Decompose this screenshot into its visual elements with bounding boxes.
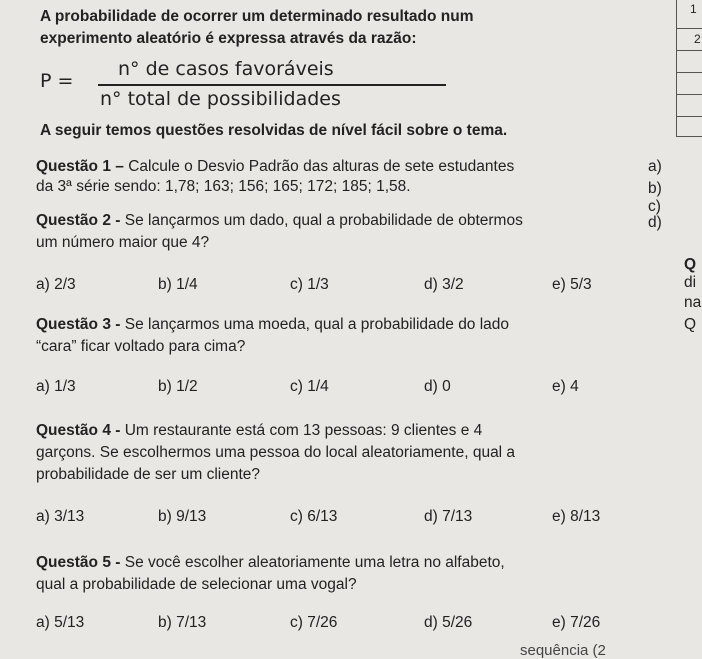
right-rule <box>676 50 702 51</box>
formula-lhs: P = <box>40 70 74 92</box>
q5-option-c: c) 7/26 <box>290 614 338 631</box>
q3-option-e: e) 4 <box>552 378 579 395</box>
q3-option-c: c) 1/4 <box>290 378 329 395</box>
side-di: di <box>684 274 697 291</box>
q4-option-b: b) 9/13 <box>158 508 207 525</box>
intro-line-1: A probabilidade de ocorrer um determinado resultado num <box>40 8 474 25</box>
question-4-line-2: garçons. Se escolhermos uma pessoa do local aleatoriamente, qual a <box>36 444 516 461</box>
right-rule <box>676 72 702 73</box>
q2-option-d: d) 3/2 <box>424 276 464 293</box>
q2-option-e: e) 5/3 <box>552 276 592 293</box>
question-1-label: Questão 1 – <box>36 158 124 175</box>
right-rule <box>676 28 702 29</box>
question-1-line-2: da 3ª série sendo: 1,78; 163; 156; 165; 172; 185; 1,58. <box>36 178 411 195</box>
side-option-a: a) <box>648 158 662 175</box>
question-1-text: Calcule o Desvio Padrão das alturas de sete estudantes <box>128 158 515 175</box>
q4-option-c: c) 6/13 <box>290 508 338 525</box>
right-digit: 2 <box>694 32 701 46</box>
question-3-line-2: “cara” ficar voltado para cima? <box>36 338 246 355</box>
subtitle: A seguir temos questões resolvidas de nível fácil sobre o tema. <box>40 122 508 139</box>
q5-option-d: d) 5/26 <box>424 614 473 631</box>
q5-option-b: b) 7/13 <box>158 614 207 631</box>
q3-option-a: a) 1/3 <box>36 378 76 395</box>
question-1-line-1 <box>36 158 514 176</box>
formula-numerator: n° de casos favoráveis <box>118 58 334 80</box>
question-5-line-1 <box>36 554 505 572</box>
q2-option-a: a) 2/3 <box>36 276 76 293</box>
right-rule <box>676 94 702 95</box>
question-2-line-1 <box>36 212 523 230</box>
question-5-line-2: qual a probabilidade de selecionar uma vogal? <box>36 576 357 593</box>
side-q2: Q <box>684 316 697 333</box>
q3-option-d: d) 0 <box>424 378 451 395</box>
question-4-line-1 <box>36 422 482 440</box>
q5-option-a: a) 5/13 <box>36 614 85 631</box>
right-digit: 1 <box>690 2 697 16</box>
formula-denominator: n° total de possibilidades <box>100 88 341 110</box>
q2-option-c: c) 1/3 <box>290 276 329 293</box>
side-option-b: b) <box>648 180 662 197</box>
q2-option-b: b) 1/4 <box>158 276 198 293</box>
q5-option-e: e) 7/26 <box>552 614 601 631</box>
q4-option-d: d) 7/13 <box>424 508 473 525</box>
fraction-bar <box>98 84 446 86</box>
question-3-text: Se lançarmos uma moeda, qual a probabilidade do lado <box>124 316 510 333</box>
question-3-label: Questão 3 - <box>36 316 121 333</box>
q4-option-a: a) 3/13 <box>36 508 85 525</box>
question-5-text: Se você escolher aleatoriamente uma letra no alfabeto, <box>124 554 505 571</box>
question-2-label: Questão 2 - <box>36 212 121 229</box>
q3-option-b: b) 1/2 <box>158 378 198 395</box>
question-4-line-3: probabilidade de ser um cliente? <box>36 466 261 483</box>
question-2-text: Se lançarmos um dado, qual a probabilidade de obtermos <box>124 212 523 229</box>
footer-cut-text: sequência (2 <box>520 642 606 659</box>
side-q: Q <box>684 256 697 273</box>
side-option-c: c) <box>648 198 661 215</box>
side-option-d: d) <box>648 214 662 231</box>
question-2-line-2: um número maior que 4? <box>36 234 210 251</box>
question-4-text: Um restaurante está com 13 pessoas: 9 clientes e 4 <box>124 422 483 439</box>
question-4-label: Questão 4 - <box>36 422 121 439</box>
question-3-line-1 <box>36 316 509 334</box>
question-5-label: Questão 5 - <box>36 554 121 571</box>
q4-option-e: e) 8/13 <box>552 508 601 525</box>
right-rule <box>676 136 702 137</box>
side-na: na <box>684 294 702 311</box>
right-rule <box>676 116 702 117</box>
intro-line-2: experimento aleatório é expressa através da razão: <box>40 30 417 47</box>
